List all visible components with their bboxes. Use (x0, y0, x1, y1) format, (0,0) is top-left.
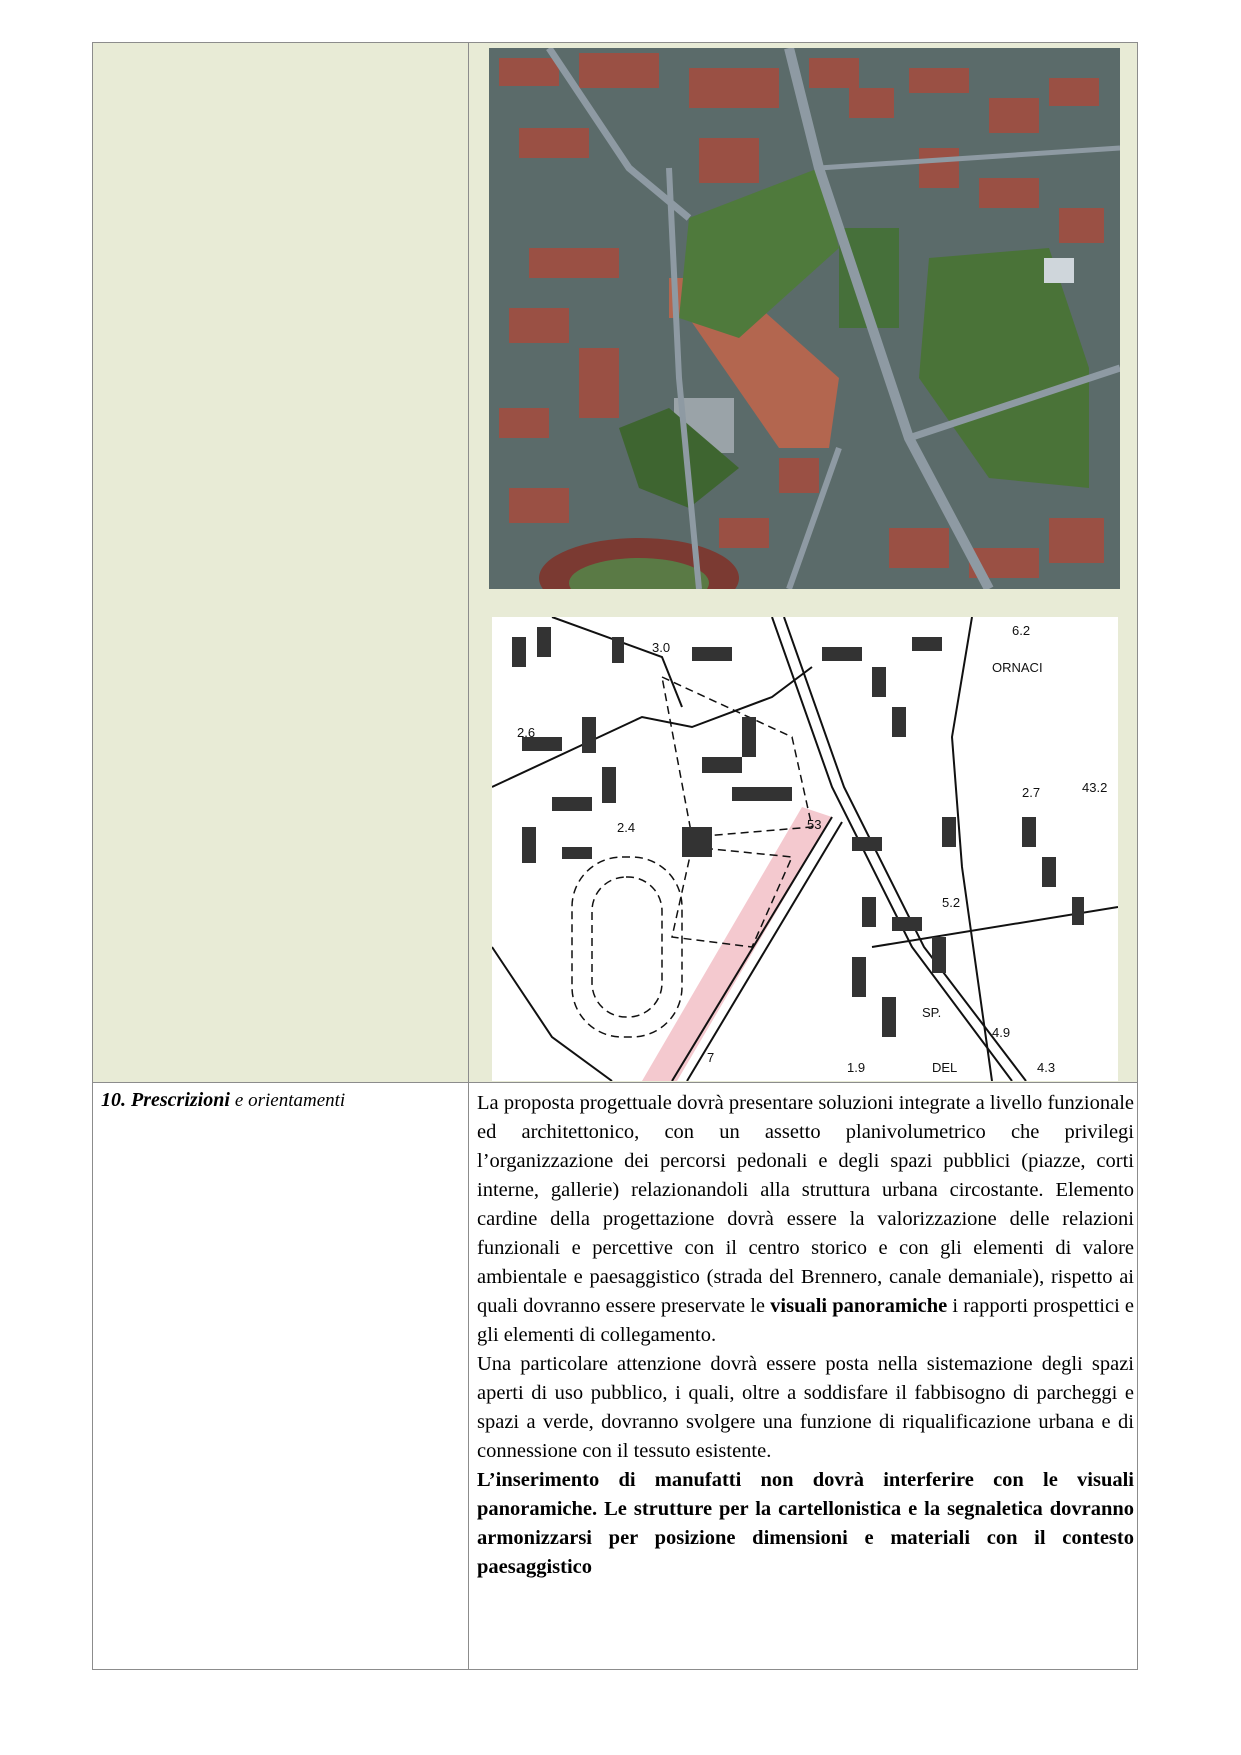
paragraph-1-bold: visuali panoramiche (770, 1295, 948, 1317)
prescriptions-row (93, 1083, 1137, 1669)
map-label: 5.2 (942, 895, 961, 910)
map-label: ORNACI (992, 660, 1043, 675)
paragraph-1 (477, 1089, 1134, 1350)
map-label: 6.2 (1012, 623, 1031, 638)
paragraph-2: Una particolare attenzione dovrà essere posta nella sistemazione degli spazi aperti di uso pubblico, i quali, oltre a soddisfare il fabbisogno di parcheggi e spazi a verde, dovranno svolgere una funzione di riqualificazione urbana e di connessione con il tessuto esistente. (477, 1353, 1134, 1462)
map-label: 53 (807, 817, 822, 832)
aerial-photo (489, 48, 1120, 589)
cadastral-map (492, 617, 1118, 1081)
map-label: 2.7 (1022, 785, 1041, 800)
section-label-cell (93, 1083, 469, 1669)
paragraph-1-tail: i rapporti prospettici e gli elementi di collegamento. (477, 1295, 1134, 1346)
paragraph-3-bold: L’inserimento di manufatti non dovrà interferire con le visuali panoramiche. Le strutture per la cartellonistica e la segnaletica dovranno armonizzarsi per posizione dimensioni e materiali con il contesto paesaggistico (477, 1469, 1134, 1578)
map-label: 43.2 (1082, 780, 1108, 795)
map-label: 2.4 (617, 820, 636, 835)
section-title-rest: e orientamenti (234, 1090, 346, 1111)
map-label: 3.0 (652, 640, 671, 655)
map-label: 1.9 (847, 1060, 866, 1075)
document-table (92, 42, 1138, 1670)
empty-label-cell (93, 43, 469, 1082)
images-row (93, 43, 1137, 1083)
map-label: SP. (922, 1005, 942, 1020)
paragraph-1-text: La proposta progettuale dovrà presentare soluzioni integrate a livello funzionale ed architettonico, con un assetto planivolumetrico che privilegi l’organizzazione dei percorsi pedonali e degli spazi pubblici (piazze, corti interne, gallerie) relazionandoli alla struttura urbana circostante. Elemento cardine della progettazione dovrà essere la valorizzazione delle relazioni funzionali e percettive con il centro storico e con gli elementi di valore ambientale e paesaggistico (strada del Brennero, canale demaniale), rispetto ai quali dovranno essere preservate le (477, 1092, 1134, 1317)
paragraph-3 (477, 1466, 1134, 1582)
map-label: DEL (932, 1060, 958, 1075)
map-label: 4.9 (992, 1025, 1011, 1040)
section-number: 10. (101, 1089, 126, 1111)
section-title-bold: Prescrizioni (131, 1089, 230, 1111)
map-label: 2.6 (517, 725, 536, 740)
map-label: 7 (707, 1050, 715, 1065)
section-body (477, 1089, 1134, 1582)
section-label (101, 1089, 345, 1112)
map-label: 4.3 (1037, 1060, 1056, 1075)
